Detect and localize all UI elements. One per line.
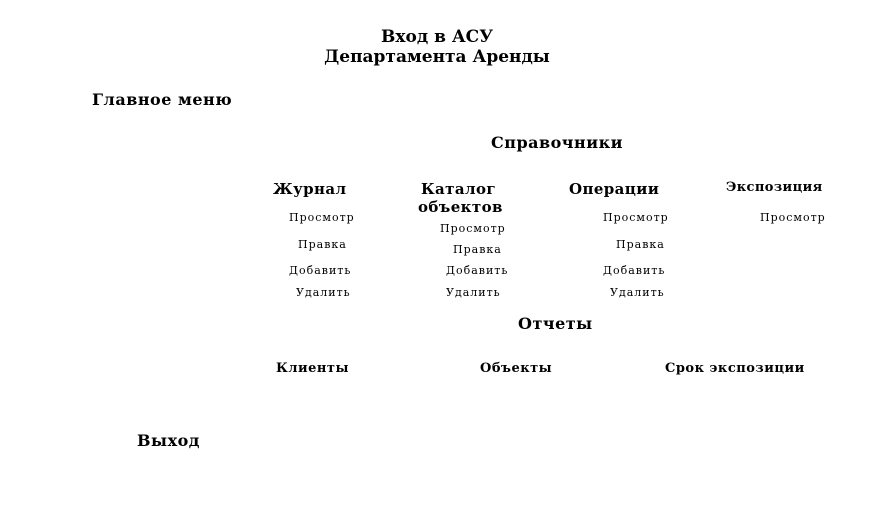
report-exposition-term-link[interactable]: Срок экспозиции xyxy=(665,361,805,376)
journal-add-link[interactable]: Добавить xyxy=(289,264,352,277)
catalog-delete-link[interactable]: Удалить xyxy=(446,286,501,299)
catalog-view-link[interactable]: Просмотр xyxy=(440,222,506,235)
exposition-view-link[interactable]: Просмотр xyxy=(760,211,826,224)
catalog-heading-line1: Каталог xyxy=(421,180,496,198)
journal-delete-link[interactable]: Удалить xyxy=(296,286,351,299)
exposition-heading: Экспозиция xyxy=(726,180,823,195)
operations-heading: Операции xyxy=(569,180,660,198)
catalog-add-link[interactable]: Добавить xyxy=(446,264,509,277)
report-clients-link[interactable]: Клиенты xyxy=(276,361,350,376)
page-title-line2: Департамента Аренды xyxy=(324,47,550,67)
reports-heading: Отчеты xyxy=(518,314,593,333)
operations-add-link[interactable]: Добавить xyxy=(603,264,666,277)
journal-heading: Журнал xyxy=(273,180,347,198)
journal-edit-link[interactable]: Правка xyxy=(298,238,347,251)
page-title-line1: Вход в АСУ xyxy=(381,27,493,47)
operations-view-link[interactable]: Просмотр xyxy=(603,211,669,224)
report-objects-link[interactable]: Объекты xyxy=(480,361,553,376)
exit-link[interactable]: Выход xyxy=(137,431,200,450)
catalog-heading-line2: объектов xyxy=(418,198,503,216)
main-menu-heading: Главное меню xyxy=(92,90,233,109)
references-heading: Справочники xyxy=(491,133,623,152)
operations-edit-link[interactable]: Правка xyxy=(616,238,665,251)
catalog-edit-link[interactable]: Правка xyxy=(453,243,502,256)
journal-view-link[interactable]: Просмотр xyxy=(289,211,355,224)
operations-delete-link[interactable]: Удалить xyxy=(610,286,665,299)
